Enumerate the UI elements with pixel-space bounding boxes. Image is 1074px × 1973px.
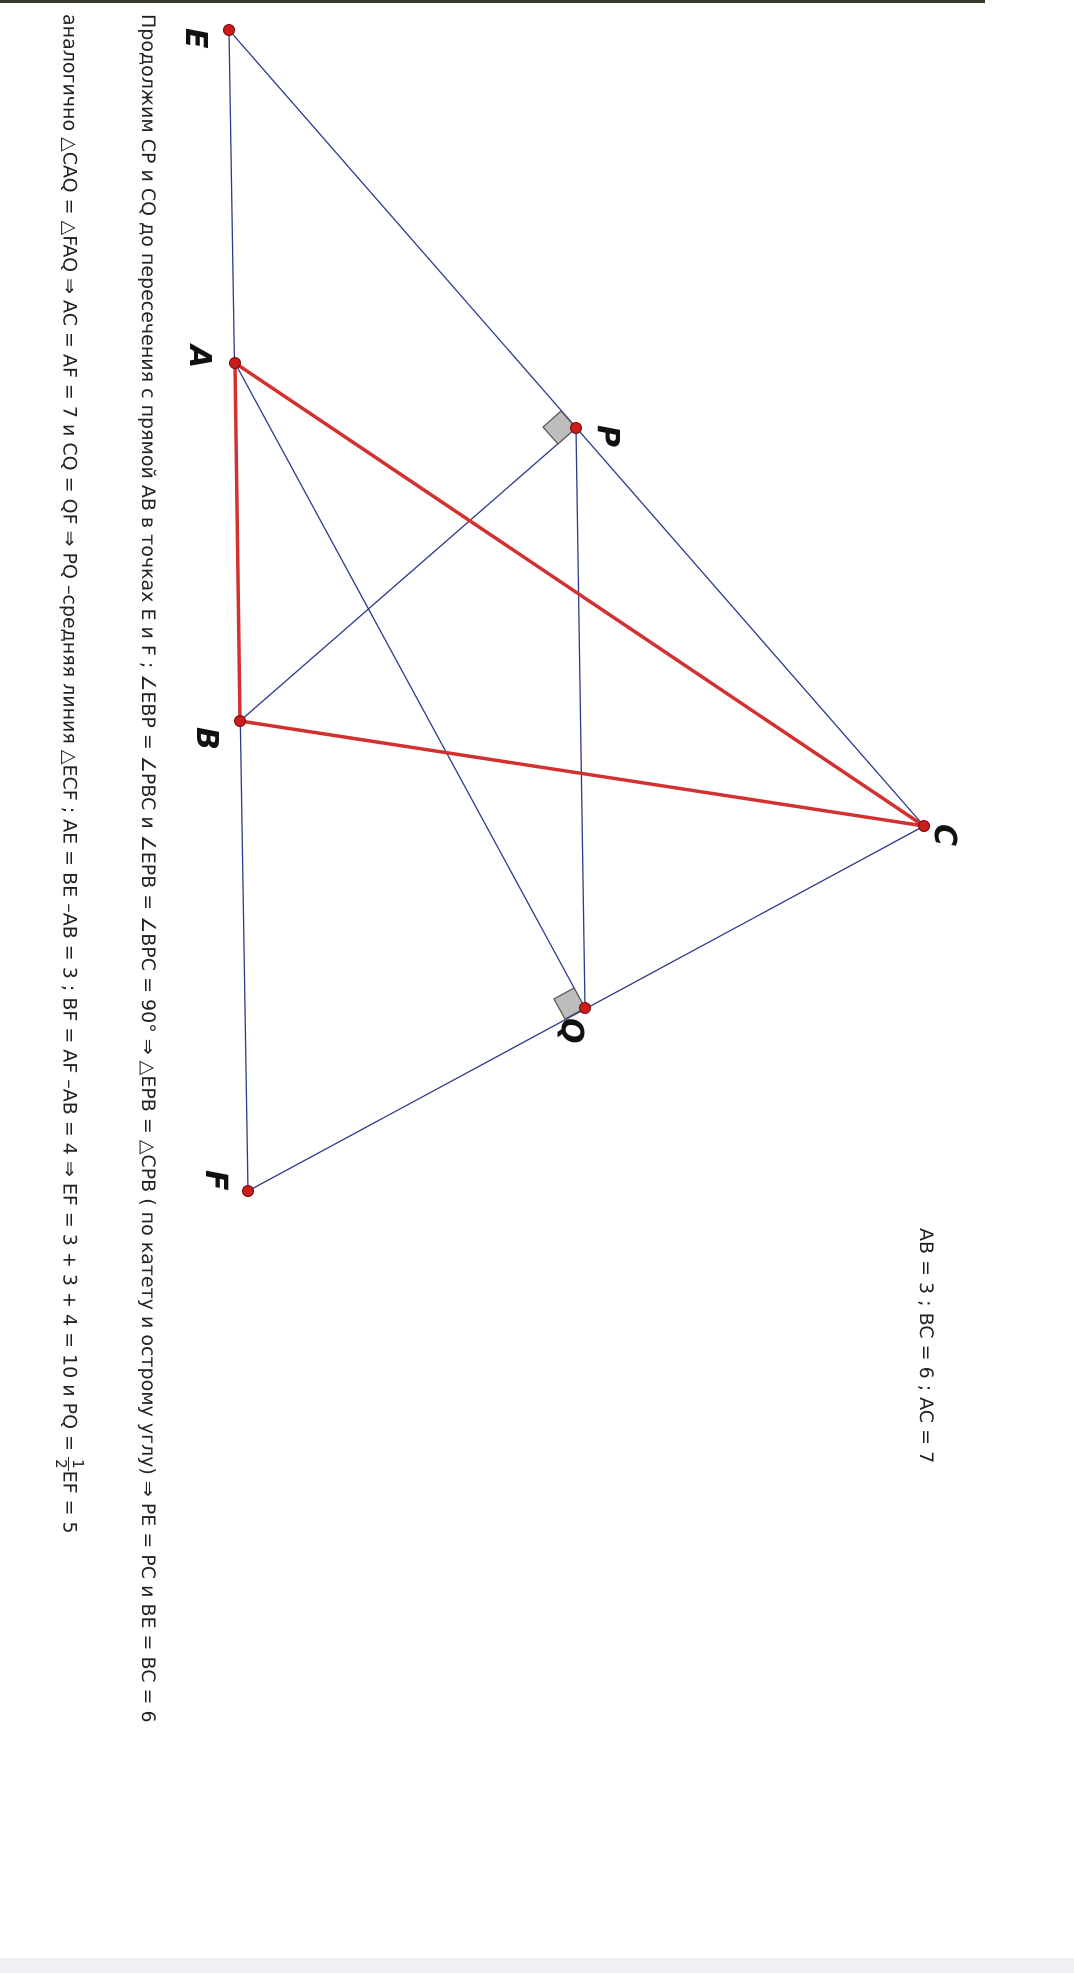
- label-Q: Q: [554, 1018, 589, 1044]
- point-F: [243, 1186, 254, 1197]
- line-PQ: [576, 428, 585, 1008]
- label-A: A: [182, 345, 217, 369]
- solution-line-2: [53, 14, 86, 1534]
- point-A: [230, 358, 241, 369]
- point-Q: [580, 1003, 591, 1014]
- solution-line-2-end: EF = 5: [58, 1470, 81, 1534]
- given-lengths: AB = 3 ; BC = 6 ; AC = 7: [915, 1228, 937, 1464]
- label-C: C: [927, 824, 962, 847]
- line-PB: [240, 428, 576, 721]
- fraction-numerator: 1: [69, 1459, 87, 1469]
- fraction-one-half: [53, 1457, 86, 1471]
- line-AQ: [235, 363, 585, 1008]
- solution-line-1: Продолжим CP и CQ до пересечения с прямой AB в точках E и F ; ∠EBP = ∠PBC и ∠EPB = ∠BPC = 90° ⇒ △EPB = △CPB ( по катету и острому углу) ⇒ PE = PC и BE = BC = 6: [137, 14, 159, 1723]
- point-P: [571, 423, 582, 434]
- bottom-edge-strip: [0, 1958, 1074, 1973]
- label-F: F: [198, 1170, 233, 1191]
- solution-line-2-text: аналогично △CAQ = △FAQ ⇒ AC = AF = 7 и CQ = QF ⇒ PQ –средняя линия △ECF ; AE = BE –AB = 3 ; BF = AF –AB = 4 ⇒ EF = 3 + 3 + 4 = 10 и PQ =: [58, 14, 81, 1458]
- right-angle-marker-Q: [554, 988, 585, 1019]
- label-B: B: [189, 727, 224, 750]
- point-B: [235, 716, 246, 727]
- fraction-denominator: 2: [52, 1459, 71, 1469]
- construction-lines: [229, 30, 924, 1191]
- point-E: [224, 25, 235, 36]
- label-P: P: [590, 425, 625, 447]
- label-E: E: [178, 28, 213, 49]
